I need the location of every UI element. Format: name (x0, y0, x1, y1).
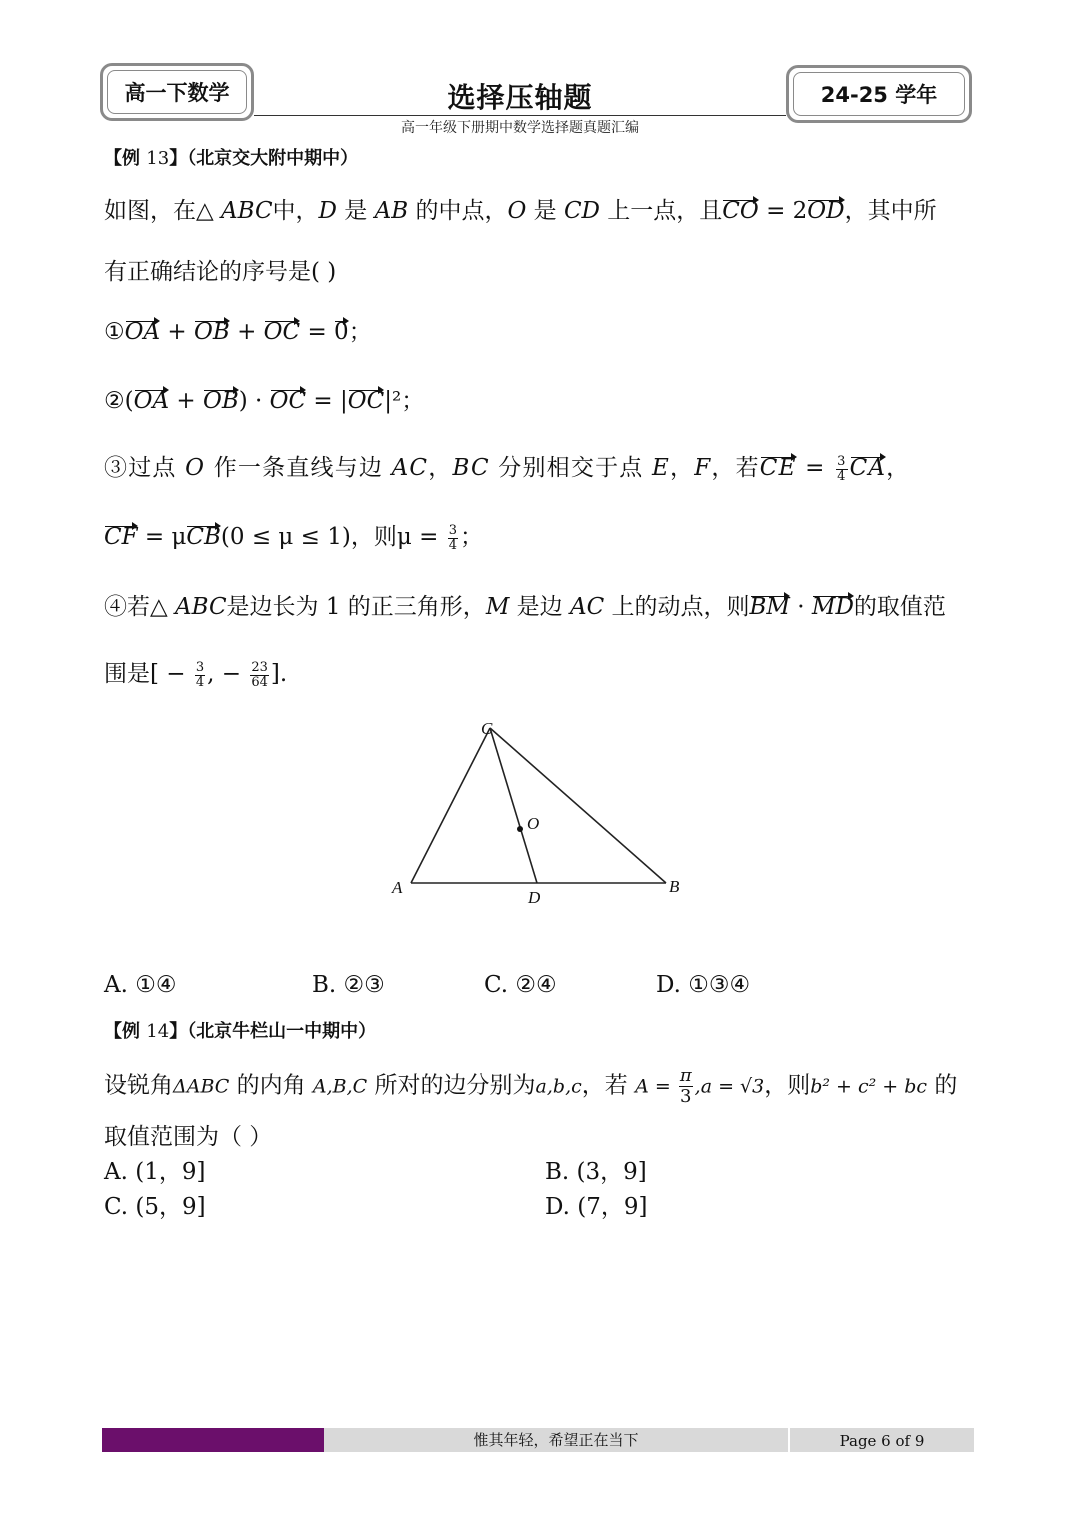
q14-source-line (104, 1017, 376, 1043)
numerator: π (679, 1065, 692, 1086)
q14-tag-close: 】 (169, 1021, 188, 1042)
angles: A,B,C (312, 1075, 368, 1098)
q13-item4-line2 (104, 655, 287, 690)
label-b: B (669, 877, 680, 896)
text: 上一点，且 (599, 198, 723, 224)
page-title: 选择压轴题 (447, 81, 593, 114)
vector-oa: OA (133, 388, 170, 414)
text: ，若 (711, 455, 760, 481)
q13-item3-line2 (104, 518, 483, 553)
q13-tag-number: 13 (146, 148, 170, 169)
text: 是 (526, 198, 564, 224)
triangle-figure (380, 712, 700, 912)
label-a: A (392, 878, 403, 897)
item-mark: ③过点 (104, 455, 186, 481)
q13-option-c[interactable]: C. ②④ (484, 972, 557, 998)
vector-oc: OC (347, 388, 385, 414)
text: ]. (270, 661, 288, 687)
q13-option-b[interactable]: B. ②③ (312, 972, 385, 998)
q14-tag-open: 【例 (104, 1021, 147, 1042)
q13-item3-line1 (104, 449, 910, 484)
q14-stem-line2: 取值范围为（ ） (104, 1124, 273, 1150)
text: = 2 (758, 198, 808, 224)
q13-stem-line1 (104, 192, 937, 225)
footer-accent-bar (102, 1428, 324, 1452)
footer-page-number: Page 6 of 9 (788, 1428, 974, 1452)
fraction-3-4 (448, 524, 458, 553)
text: 如图，在 (104, 198, 196, 224)
text: ， (886, 455, 911, 481)
text: ， (670, 455, 695, 481)
segment-ac: AC (391, 455, 429, 481)
side-bc (490, 728, 666, 883)
numerator: 23 (251, 659, 268, 675)
segment-ab: AB (374, 198, 409, 224)
text: 是边 (509, 594, 570, 620)
text: ， (428, 455, 453, 481)
q14-option-a[interactable]: A. (1，9] (104, 1159, 206, 1185)
vector-ca: CA (849, 455, 887, 481)
text: + (169, 388, 203, 414)
text: |² (384, 388, 402, 414)
label-c: C (481, 719, 493, 738)
numerator: 3 (195, 659, 205, 675)
denominator: 4 (448, 537, 457, 553)
side-a-eq: ,a = √3 (694, 1075, 765, 1098)
denominator: 4 (837, 468, 847, 484)
vector-ob: OB (202, 388, 239, 414)
text: 的取值范 (853, 594, 946, 620)
denominator: 4 (195, 674, 205, 690)
sides: a,b,c (535, 1075, 582, 1098)
vector-ce: CE (759, 455, 797, 481)
text: 中， (272, 198, 319, 224)
text: ，则 (764, 1072, 811, 1099)
q14-source: （北京牛栏山一中期中） (187, 1021, 377, 1042)
text: + (160, 319, 194, 345)
zero-vector: 0 (334, 319, 349, 345)
q13-tag-close: 】 (169, 148, 188, 169)
expression: b² + c² + bc (810, 1075, 928, 1098)
triangle-abc: ΔABC (173, 1075, 230, 1098)
point-f: F (694, 455, 712, 481)
point-e: E (652, 455, 670, 481)
text: 的内角 (229, 1072, 313, 1099)
text: 所对的边分别为 (367, 1072, 536, 1099)
vector-cf: CF (104, 524, 138, 550)
text: 分别相交于点 (489, 455, 652, 481)
point-o-dot (517, 826, 523, 832)
angle-a-eq: A = (635, 1075, 677, 1098)
text: ； (459, 524, 483, 550)
text: ； (348, 319, 372, 345)
point-m: M (485, 594, 510, 620)
vector-md: MD (811, 594, 854, 620)
q14-option-b[interactable]: B. (3，9] (545, 1159, 647, 1185)
item-mark: ②( (104, 388, 134, 414)
text: ； (401, 388, 425, 414)
q13-option-a[interactable]: A. ①④ (104, 972, 177, 998)
segment-bc: BC (452, 455, 490, 481)
label-o: O (527, 814, 540, 833)
q13-item2 (104, 382, 424, 415)
text: 作一条直线与边 (205, 455, 392, 481)
text: ，若 (581, 1072, 636, 1099)
q14-option-d[interactable]: D. (7，9] (545, 1194, 648, 1220)
text: = | (306, 388, 348, 414)
point-d: D (318, 198, 337, 224)
header-year-box (786, 65, 972, 123)
numerator: 3 (448, 522, 457, 538)
label-d: D (528, 888, 541, 907)
header-year-label: 24-25 学年 (793, 72, 965, 116)
page-subtitle: 高一年级下册期中数学选择题真题汇编 (401, 120, 639, 136)
q13-tag-open: 【例 (104, 148, 147, 169)
text: · (789, 594, 812, 620)
vector-ob: OB (194, 319, 230, 345)
point-o: O (507, 198, 527, 224)
text: = μ (137, 524, 187, 550)
q13-source: （北京交大附中期中） (187, 148, 359, 169)
q13-option-d[interactable]: D. ①③④ (656, 972, 751, 998)
q14-option-c[interactable]: C. (5，9] (104, 1194, 206, 1220)
text: , − (207, 661, 249, 687)
vector-cb: CB (186, 524, 221, 550)
vector-oc: OC (269, 388, 307, 414)
vector-oa: OA (124, 319, 161, 345)
footer-motto: 惟其年轻，希望正在当下 (324, 1428, 788, 1452)
text: 围是[ − (104, 661, 193, 687)
text: 设锐角 (104, 1072, 173, 1099)
text: 是边长为 1 的正三角形， (226, 594, 486, 620)
triangle-abc: △ ABC (150, 594, 227, 620)
segment-ac: AC (570, 594, 605, 620)
numerator: 3 (837, 453, 847, 469)
text: (0 ≤ μ ≤ 1)，则μ = (220, 524, 446, 550)
q14-tag-number: 14 (146, 1021, 170, 1042)
segment-cd: CD (563, 198, 600, 224)
item-mark: ④若 (104, 594, 150, 620)
text: 的中点， (408, 198, 508, 224)
side-ac (411, 728, 490, 883)
vector-co: CO (722, 198, 759, 224)
text: 上的动点，则 (604, 594, 750, 620)
point-o: O (185, 455, 206, 481)
fraction-pi-3 (679, 1066, 693, 1107)
item-mark: ① (104, 319, 125, 345)
segment-cd-line (490, 728, 540, 883)
vector-od: OD (807, 198, 845, 224)
q13-item4-line1 (104, 588, 946, 621)
header-rule (254, 115, 786, 116)
denominator: 64 (251, 674, 268, 690)
text: = (300, 319, 335, 345)
q13-item1 (104, 313, 372, 346)
q14-stem-line1 (104, 1066, 957, 1107)
header-course-label: 高一下数学 (107, 70, 247, 114)
q13-stem-line2: 有正确结论的序号是( ) (104, 259, 337, 285)
q13-source-line (104, 144, 358, 170)
text: 的 (927, 1072, 958, 1099)
triangle-abc: △ ABC (196, 198, 273, 224)
vector-bm: BM (749, 594, 790, 620)
text: + (229, 319, 264, 345)
header-course-box (100, 63, 254, 121)
text: ，其中所 (844, 198, 937, 224)
text: ) · (238, 388, 270, 414)
denominator: 3 (680, 1086, 692, 1107)
text: 是 (337, 198, 375, 224)
fraction-3-4 (195, 661, 205, 690)
fraction-23-64 (250, 661, 269, 690)
fraction-3-4 (836, 455, 847, 484)
vector-oc: OC (263, 319, 301, 345)
text: = (796, 455, 835, 481)
